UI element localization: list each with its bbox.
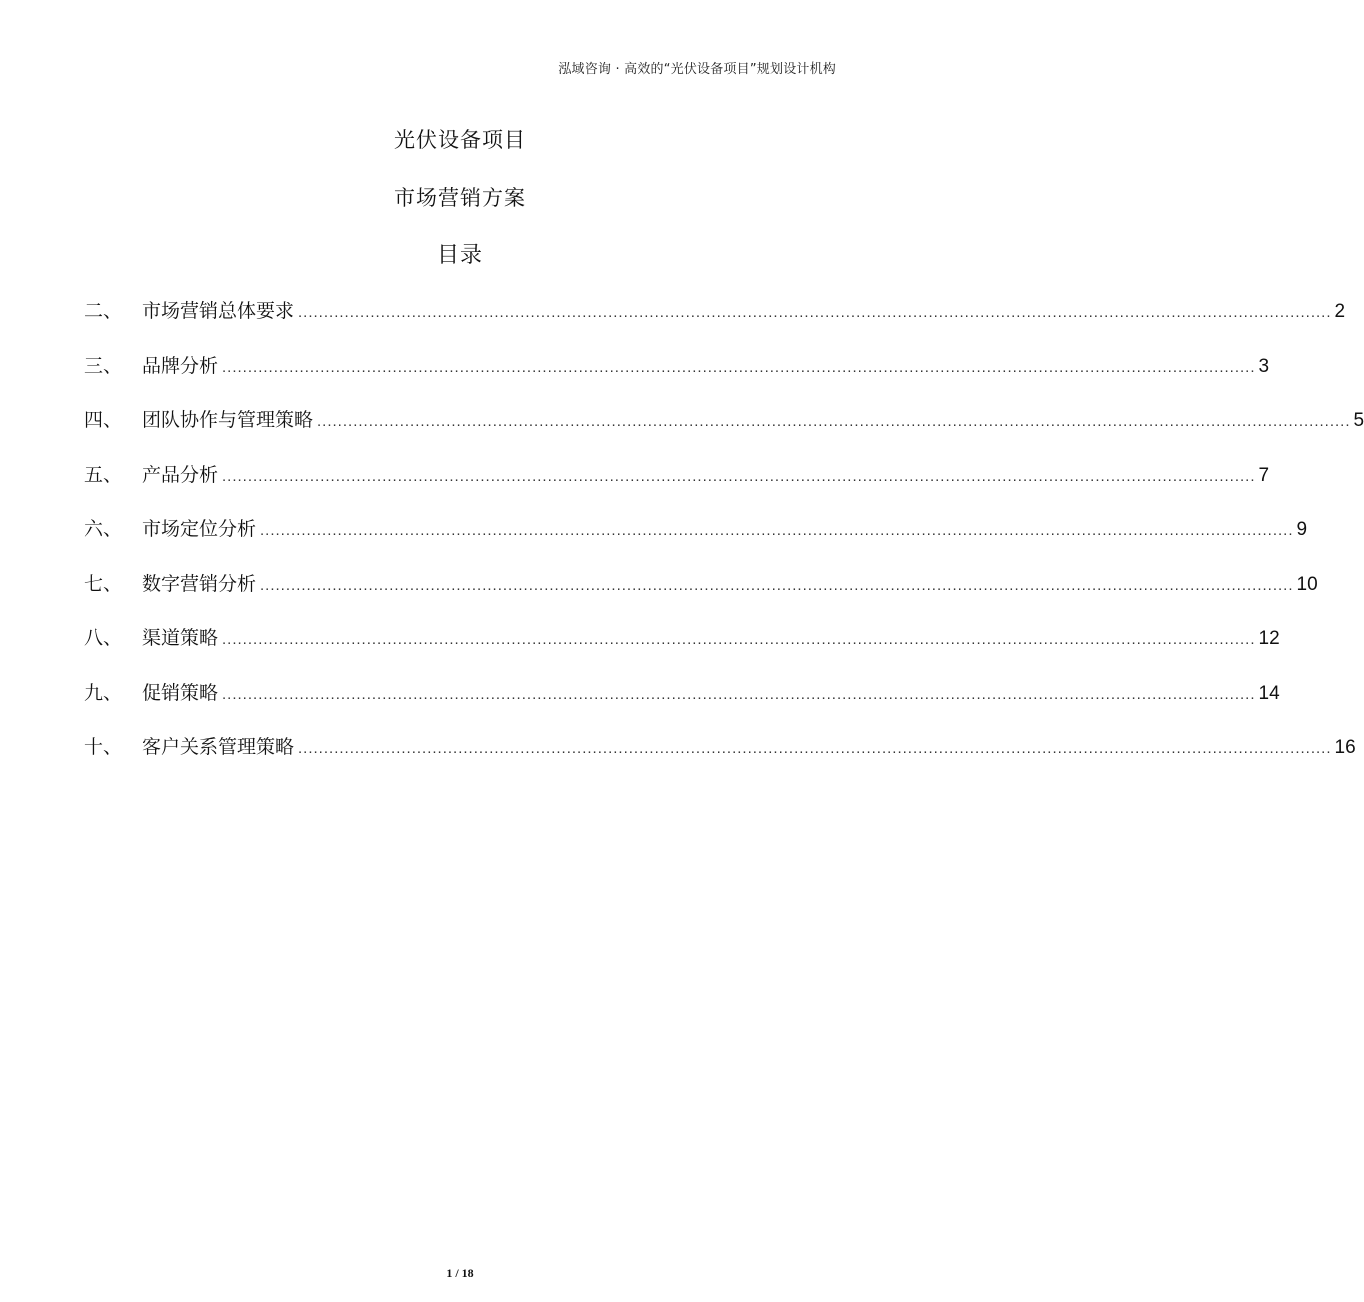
toc-entry[interactable]: [84, 623, 1280, 678]
toc-entry-number: 九、: [84, 681, 123, 704]
toc-entry-number: 八、: [84, 627, 123, 649]
toc-entry-number: 三、: [84, 354, 123, 377]
toc-entry-label: 产品分析: [142, 463, 219, 486]
toc-entry-page: 12: [1258, 628, 1280, 649]
toc-entry[interactable]: [84, 569, 1318, 624]
toc-entry-page: 10: [1296, 573, 1318, 595]
toc-entry-page: 14: [1258, 682, 1280, 704]
toc-entry-label: 数字营销分析: [142, 572, 257, 595]
toc-entry-page: 7: [1258, 464, 1270, 486]
document-subtitle: 市场营销方案: [394, 186, 526, 210]
toc-leader-dots: ........................................................................................................................................................................................................: [298, 304, 1332, 321]
toc-entry-page: 16: [1334, 737, 1356, 758]
toc-entry-page: 2: [1334, 301, 1346, 322]
toc-entry-page: 9: [1296, 519, 1308, 540]
toc-entry-number: 五、: [84, 463, 123, 486]
toc-entry[interactable]: [84, 460, 1270, 515]
table-of-contents: [84, 296, 1364, 787]
toc-leader-dots: ........................................................................................................................................................................................................: [222, 467, 1256, 485]
toc-heading: 目录: [436, 243, 483, 268]
toc-leader-dots: ........................................................................................................................................................................................................: [260, 576, 1294, 594]
toc-leader-dots: ........................................................................................................................................................................................................: [222, 685, 1256, 703]
page-number-footer: 1 / 18: [446, 1266, 474, 1280]
toc-entry-number: 二、: [84, 300, 123, 322]
toc-entry-page: 3: [1258, 355, 1270, 377]
toc-entry-label: 团队协作与管理策略: [142, 409, 314, 431]
toc-entry[interactable]: [84, 296, 1346, 351]
toc-entry[interactable]: [84, 351, 1270, 406]
toc-entry[interactable]: [84, 732, 1356, 787]
document-title: 光伏设备项目: [394, 128, 526, 152]
toc-entry-label: 渠道策略: [142, 627, 219, 649]
toc-leader-dots: ........................................................................................................................................................................................................: [317, 413, 1351, 430]
toc-leader-dots: ........................................................................................................................................................................................................: [298, 740, 1332, 757]
toc-entry[interactable]: [84, 678, 1280, 733]
toc-leader-dots: ........................................................................................................................................................................................................: [260, 522, 1294, 539]
toc-entry-label: 市场定位分析: [142, 518, 257, 540]
toc-entry-number: 六、: [84, 518, 123, 540]
page-header: 泓域咨询 · 高效的“光伏设备项目”规划设计机构: [558, 62, 836, 77]
toc-entry-number: 四、: [84, 409, 123, 431]
toc-entry-label: 市场营销总体要求: [142, 300, 295, 322]
toc-entry-page: 5: [1353, 410, 1364, 431]
toc-entry-label: 客户关系管理策略: [142, 736, 295, 758]
toc-leader-dots: ........................................................................................................................................................................................................: [222, 358, 1256, 376]
toc-entry-number: 十、: [84, 736, 123, 758]
toc-entry-label: 品牌分析: [142, 354, 219, 377]
toc-entry-number: 七、: [84, 572, 123, 595]
toc-leader-dots: ........................................................................................................................................................................................................: [222, 631, 1256, 648]
toc-entry[interactable]: [84, 514, 1308, 569]
toc-entry-label: 促销策略: [142, 681, 219, 704]
toc-entry[interactable]: [84, 405, 1364, 460]
